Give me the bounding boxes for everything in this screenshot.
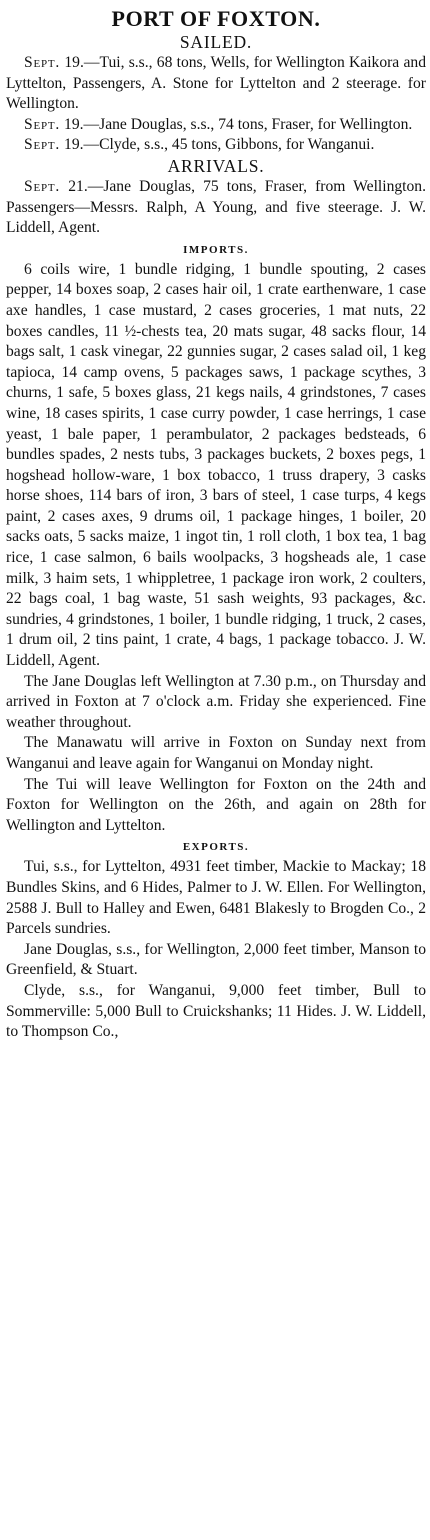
arrival-entry — [6, 177, 426, 239]
shipping-notice: The Tui will leave Wellington for Foxton on the 24th and Foxton for Wellington on the 26th, and again on 28th for Wellington and Lyttelton. — [6, 775, 426, 834]
export-entry: Tui, s.s., for Lyttelton, 4931 feet timber, Mackie to Mackay; 18 Bundles Skins, and 6 Hides, Palmer to J. W. Ellen. For Wellington, 2588 J. Bull to Halley and Ewen, 6481 Blakesly to Brogden Co., 2 Parcels sundries. — [6, 858, 426, 938]
entry-date: Sept. — [24, 54, 61, 71]
shipping-notice: The Jane Douglas left Wellington at 7.30 p.m., on Thursday and arrived in Foxton at 7 o'clock a.m. Friday she experienced. Fine weather throughout. — [6, 672, 426, 731]
entry-text: 19.—Tui, s.s., 68 tons, Wells, for Wellington Kaikora and Lyttelton, Passengers, A. Stone for Lyttelton and 2 steerage. for Wellington. — [6, 54, 426, 113]
entry-text: 19.—Clyde, s.s., 45 tons, Gibbons, for Wanganui. — [60, 136, 375, 154]
sailed-entry — [6, 115, 426, 136]
imports-list: 6 coils wire, 1 bundle ridging, 1 bundle spouting, 2 cases pepper, 14 boxes soap, 2 cases hair oil, 1 crate earthenware, 1 case axe handles, 1 case mustard, 2 cases groceries, 1 mat nuts, 22 boxes candles, 11 ½-chests tea, 20 mats sugar, 48 sacks flour, 14 bags salt, 1 cask vinegar, 22 gunnies sugar, 2 cases salad oil, 1 keg tapioca, 14 camp ovens, 5 packages saws, 1 package scythes, 3 churns, 1 safe, 5 boxes glass, 21 kegs nails, 4 grindstones, 7 cases wine, 18 cases spirits, 1 case curry powder, 1 case herrings, 1 case yeast, 1 bale paper, 1 perambulator, 2 packages bedsteads, 6 bundles spades, 2 nests tubs, 3 packages buckets, 2 boxes pegs, 1 hogshead hollow-ware, 1 box tobacco, 1 truss drapery, 3 casks horse shoes, 114 bars of iron, 3 bars of steel, 1 case turps, 4 kegs paint, 2 cases axes, 9 drums oil, 1 package hinges, 1 boiler, 20 sacks oats, 5 sacks maize, 1 ingot tin, 1 roll cloth, 1 box tea, 1 bag rice, 1 case salmon, 6 bails woolpacks, 3 hogsheads ale, 1 case milk, 3 haim sets, 1 whippletree, 1 package iron work, 2 coulters, 22 bags coal, 1 bag waste, 51 sash weights, 93 packages, &c. sundries, 4 grindstones, 1 boiler, 1 bundle ridging, 1 truck, 2 cases, 1 drum oil, 2 tins paint, 1 crate, 4 bags, 1 package tobacco. J. W. Liddell, Agent. — [6, 260, 426, 670]
entry-text: 19.—Jane Douglas, s.s., 74 tons, Fraser, for Wellington. — [60, 115, 413, 133]
entry-date: Sept. — [24, 115, 61, 133]
sailed-heading: SAILED. — [179, 32, 253, 52]
export-entry: Clyde, s.s., for Wanganui, 9,000 feet timber, Bull to Sommerville: 5,000 Bull to Cruickshanks; 11 Hides. J. W. Liddell, to Thompson Co., — [6, 981, 426, 1041]
shipping-notice: The Manawatu will arrive in Foxton on Sunday next from Wanganui and leave again for Wanganui on Monday night. — [6, 734, 426, 772]
exports-heading: EXPORTS. — [182, 841, 250, 854]
arrivals-heading: ARRIVALS. — [167, 155, 265, 176]
sailed-section — [6, 32, 426, 156]
entry-date: Sept. — [24, 177, 61, 195]
imports-heading: IMPORTS. — [183, 243, 249, 256]
sailed-entry — [6, 53, 426, 115]
exports-section — [6, 838, 426, 1042]
entry-date: Sept. — [24, 136, 61, 154]
imports-section — [6, 241, 426, 672]
arrivals-section — [6, 156, 426, 239]
entry-text: 21.—Jane Douglas, 75 tons, Fraser, from Wellington. Passengers—Messrs. Ralph, A Young, and five steerage. J. W. Liddell, Agent. — [6, 177, 426, 237]
export-entry: Jane Douglas, s.s., for Wellington, 2,000 feet timber, Manson to Greenfield, & Stuart. — [6, 940, 426, 979]
sailed-entry — [6, 135, 426, 156]
notices-section — [6, 672, 426, 837]
page-title: PORT OF FOXTON. — [111, 6, 321, 31]
